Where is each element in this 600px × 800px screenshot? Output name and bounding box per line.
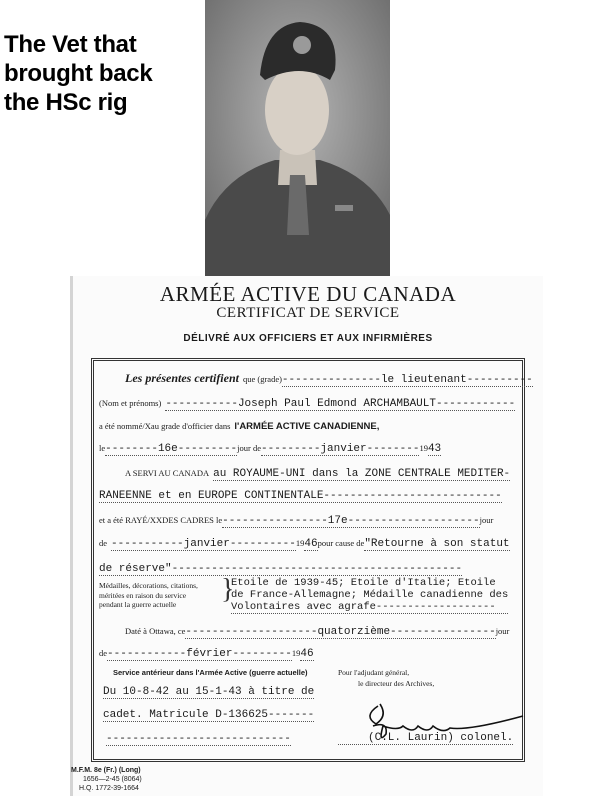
appointed-army: l'ARMÉE ACTIVE CANADIENNE,	[234, 421, 380, 432]
certificate-document	[70, 276, 543, 796]
served-value-cont: RANEENNE et en EUROPE CONTINENTALE---------------------------	[99, 490, 502, 502]
signature-name: (C.L. Laurin) colonel.	[338, 732, 513, 745]
medals-label-line: pendant la guerre actuelle	[99, 600, 177, 609]
signatory-line: Pour l'adjudant général,	[338, 668, 410, 677]
name-label: (Nom et prénoms)	[99, 398, 162, 408]
caption-line: brought back	[4, 60, 153, 87]
cause-label: pour cause de	[317, 538, 365, 548]
appointment-day: --------16e---------	[105, 443, 238, 455]
medals-label-line: méritées en raison du service	[99, 590, 187, 600]
signatory-line: le directeur des Archives,	[358, 679, 435, 688]
soldier-portrait-photo	[205, 0, 390, 280]
grade-label: que (grade)	[242, 374, 282, 384]
appointment-year: 43	[427, 443, 442, 455]
prior-service-label: Service antérieur dans l'Armée Active (guerre actuelle)	[113, 668, 308, 677]
appointment-month: ---------janvier--------	[261, 443, 420, 455]
dated-label: Daté à Ottawa, ce	[125, 626, 186, 636]
medals-label	[99, 581, 198, 610]
medals-value	[231, 577, 508, 614]
medals-value-line: Volontaires avec agrafe-------------------	[231, 601, 508, 614]
intro-text: Les présentes certifient	[125, 371, 239, 385]
jour-de-label: jour de	[237, 443, 262, 453]
form-number: 1656—2-45 (8064)	[83, 776, 142, 783]
prior-service-line: Du 10-8-42 au 15-1-43 à titre de	[103, 686, 315, 698]
dated-year: 46	[300, 648, 314, 660]
de-label: de	[99, 648, 108, 658]
served-value: au ROYAUME-UNI dans la ZONE CENTRALE MEDITER-	[213, 468, 511, 480]
prior-service-line: cadet. Matricule D-136625-------	[103, 709, 315, 721]
certificate-title: ARMÉE ACTIVE DU CANADA	[159, 282, 457, 306]
caption	[4, 30, 152, 117]
medals-label-line: Médailles, décorations, citations,	[99, 581, 198, 590]
jour-label: jour	[479, 515, 494, 525]
brace: }	[221, 574, 235, 605]
caption-line: The Vet that	[4, 31, 137, 58]
year-prefix: 19	[291, 648, 301, 658]
dated-day: --------------------quatorzième----------------	[185, 626, 496, 638]
name-value: -----------Joseph Paul Edmond ARCHAMBAULT------------	[165, 398, 516, 410]
appointed-label: a été nommé/Xau grade d'officier dans	[99, 421, 231, 431]
served-label: A SERVI AU CANADA	[125, 468, 210, 478]
medals-value-line: de France-Allemagne; Médaille canadienne des	[231, 589, 509, 601]
le-label: le	[99, 443, 106, 453]
struck-day: ----------------17e--------------------	[222, 515, 480, 527]
de-label: de	[99, 538, 108, 548]
year-prefix: 19	[295, 538, 305, 548]
issued-to-heading: DÉLIVRÉ AUX OFFICIERS ET AUX INFIRMIÈRES	[183, 333, 433, 344]
cause-value-cont: de réserve"--------------------------------------------	[99, 563, 463, 575]
form-number: M.F.M. 8e (Fr.) (Long)	[71, 767, 141, 774]
cause-value: "Retourne à son statut	[364, 538, 510, 550]
jour-label: jour	[495, 626, 510, 636]
struck-month: -----------janvier----------	[111, 538, 296, 550]
struck-year: 46	[304, 538, 318, 550]
caption-line: the HSc rig	[4, 89, 128, 116]
grade-value: ---------------le lieutenant----------	[281, 374, 533, 386]
dated-month: ------------février---------	[107, 648, 292, 660]
certificate-subtitle: CERTIFICAT DE SERVICE	[216, 305, 400, 321]
medals-value-line: Etoile de 1939-45; Etoile d'Italie; Etoile	[231, 577, 496, 589]
prior-service-line: ----------------------------	[106, 733, 291, 745]
struck-label: et a été RAYÉ/XXDES CADRES le	[99, 515, 223, 525]
form-number: H.Q. 1772-39-1664	[79, 785, 139, 792]
year-prefix: 19	[419, 443, 428, 453]
